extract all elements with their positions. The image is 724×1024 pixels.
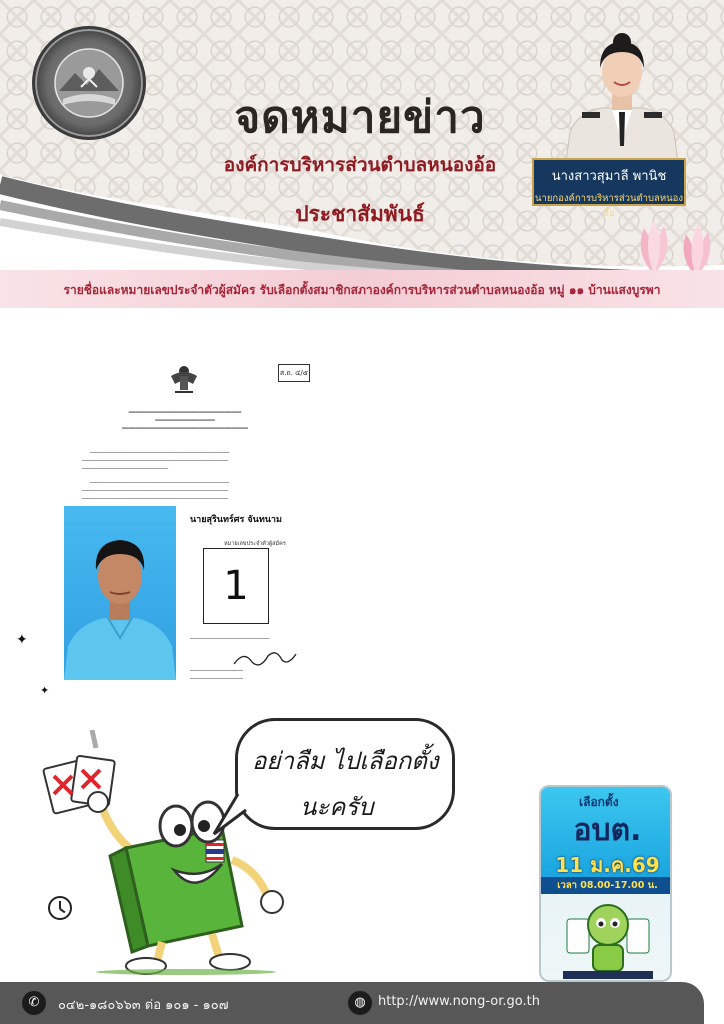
candidate-announcement-document <box>60 352 310 694</box>
candidate-number: 1 <box>203 548 269 624</box>
ect-robot-mascot-icon <box>563 899 653 979</box>
mayor-name: นางสาวสุมาลี พานิช <box>551 169 667 184</box>
candidate-photo <box>64 506 176 680</box>
globe-icon: ◍ <box>348 991 372 1015</box>
headline-banner <box>0 270 724 308</box>
doc-body-line: ──────────────────────────────────────────── <box>82 488 228 494</box>
organization-seal <box>32 26 146 140</box>
doc-sign-line: ──────────────── <box>190 676 243 682</box>
doc-heading-line: ━━━━━━━━━━━━━━━━━━━━━━━━━━━━━━━━━━ <box>128 410 242 416</box>
sparkle-icon: ✦ <box>16 632 28 648</box>
doc-sign-line: ──────────────── <box>190 668 243 674</box>
signature-icon <box>230 648 300 670</box>
garuda-emblem-icon <box>167 362 201 396</box>
election-poster <box>539 785 672 982</box>
doc-heading-line: ━━━━━━━━━━━━━━━━━━━━━━━━━━━━━━━━━━━━━━ <box>122 426 248 432</box>
headline-text: รายชื่อและหมายเลขประจำตัวผู้สมัคร รับเลือกตั้งสมาชิกสภาองค์การบริหารส่วนตำบลหนองอ้อ หมู่ ๑๑ บ้านแสงบูรพา <box>63 283 661 297</box>
seal-emblem-icon <box>35 29 143 137</box>
poster-heading: เลือกตั้ง <box>579 795 619 809</box>
footer-bar <box>0 982 704 1024</box>
speech-bubble <box>235 718 455 830</box>
clock-icon <box>48 896 72 920</box>
doc-body-line: ──────────────────────────────────────────── <box>82 496 228 502</box>
speech-line-1: อย่าลืม ไปเลือกตั้ง <box>252 747 439 775</box>
doc-body-line: ────────────────────────────────────────── <box>90 480 230 486</box>
doc-body-line: ────────────────────────────────────────── <box>90 450 230 456</box>
speech-bubble-tail <box>210 790 250 840</box>
candidate-name: นายสุรินทร์ศร จันทนาม <box>190 515 282 525</box>
candidate-number-label: หมายเลขประจำตัวผู้สมัคร <box>224 541 286 547</box>
doc-heading-line: ━━━━━━━━━━━━━━━━━━ <box>155 418 215 424</box>
poster-time: เวลา 08.00-17.00 น. <box>541 877 672 894</box>
poster-date: 11 ม.ค.69 <box>555 853 660 877</box>
doc-body-line: ──────────────────────────────────────────── <box>82 458 228 464</box>
form-code: ส.ถ. ๔/๕ <box>278 364 310 382</box>
newsletter-subtitle: ประชาสัมพันธ์ <box>295 202 425 226</box>
footer-website-link[interactable]: http://www.nong-or.go.th <box>378 994 540 1009</box>
sparkle-icon: ✦ <box>40 684 50 697</box>
mayor-photo <box>556 12 688 162</box>
doc-date-line: ──────────────────────── <box>190 636 270 642</box>
phone-icon: ✆ <box>22 991 46 1015</box>
doc-body-line: ────────────────────────── <box>82 466 169 472</box>
footer-phone: ๐๔๒-๑๘๐๖๖๓ ต่อ ๑๐๑ - ๑๐๗ <box>58 998 229 1013</box>
newsletter-header <box>0 0 724 300</box>
mayor-position: นายกองค์การบริหารส่วนตำบลหนองอ้อ <box>535 193 683 219</box>
newsletter-title: จดหมายข่าว <box>234 92 486 143</box>
speech-line-2: นะครับ <box>300 793 374 821</box>
organization-name: องค์การบริหารส่วนตำบลหนองอ้อ <box>223 154 497 176</box>
poster-title: อบต. <box>573 813 642 848</box>
mayor-name-plate <box>532 158 686 219</box>
